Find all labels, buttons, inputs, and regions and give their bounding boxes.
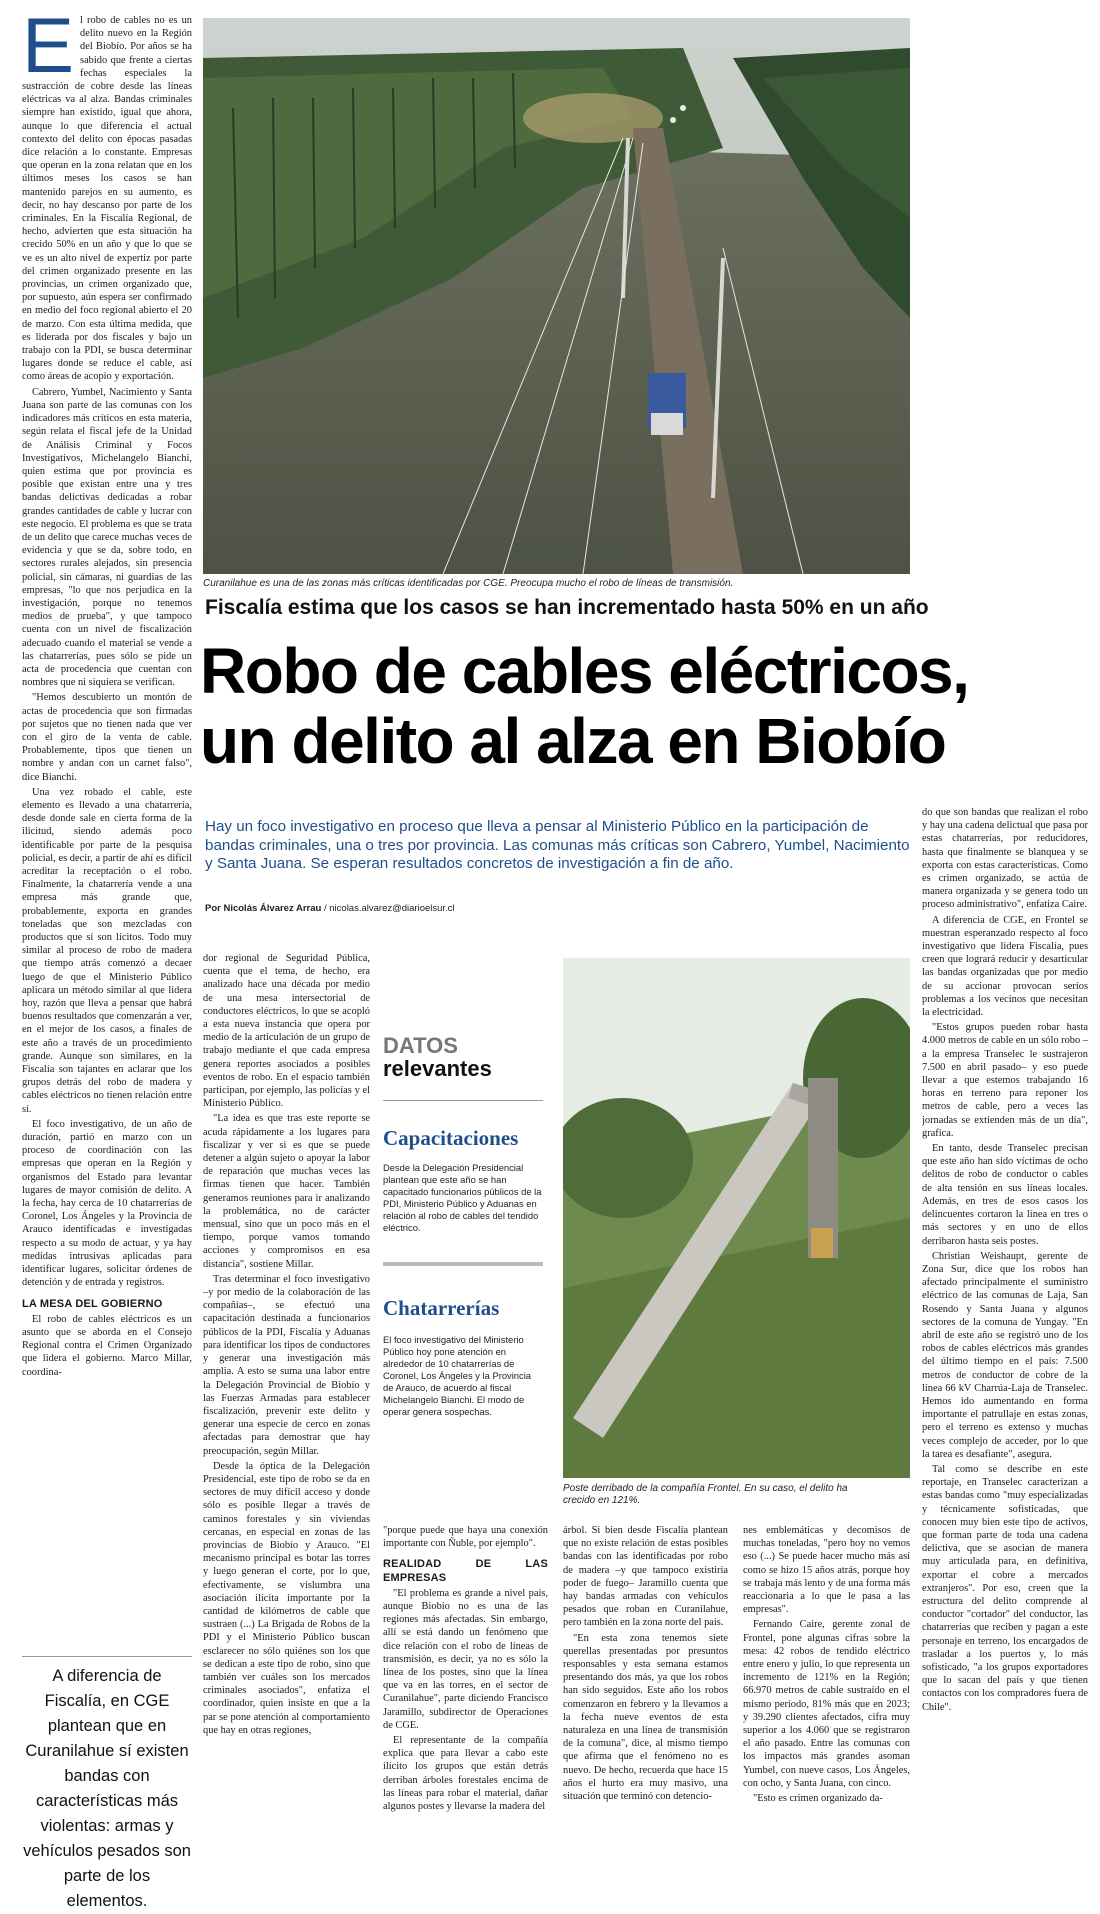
col1-paragraph: El foco investigativo, de un año de duración, partió en marzo con un proceso de coordinación con las empresas que operan en la Región y organismos del Estado para levantar lugares de mayor comisión de delito. A la fecha, hay cerca de 10 chatarrerías de Coronel, Los Ángeles y la Provincia de Arauco identificadas e investigadas respecto a su modo de actuar, y ya hay medidas intrusivas aplicadas para identificar lugares, solicitar órdenes de detención y de entrada y registros. <box>22 1118 192 1289</box>
col4-paragraph: árbol. Si bien desde Fiscalía plantean que no existe relación de estas posibles bandas con las identificadas por robo de madera –y que tampoco existiría poder de fuego– Jaramillo cuenta que hay bandas armadas con vehículos pesados que roban en Curanilahue, pero también en la zona norte del país. <box>563 1525 728 1629</box>
col1-paragraph: Cabrero, Yumbel, Nacimiento y Santa Juana son parte de las comunas con los indicadores más críticos en esta materia, según relata el fiscal jefe de la Unidad de Análisis Criminal y Focos Investigativos, Michelangelo Bianchi, quien estima que por provincia es posible que existan entre una y tres bandas delictivas dedicadas a robar grandes cantidades de cable y lucrar con este negocio. El problema es que se trata de un delito que carece muchas veces de evidencia y que se da, sobre todo, en sectores rurales alejados, sin presencia policial, sin cámaras, ni guardias de las empresas, "lo que nos perjudica en la investigación, porque no tenemos medios de prueba", y que tampoco cuenta con un nivel de fiscalización adecuado cuando el material se vende a las chatarrerías, pues sólo se pide un acta de procedencia que cuentan con nombres que ni siquiera se verifican. <box>22 386 192 689</box>
col3-paragraph: "porque puede que haya una conexión importante con Ñuble, por ejemplo". <box>383 1525 548 1550</box>
col1-subhead: LA MESA DEL GOBIERNO <box>22 1297 163 1310</box>
headline <box>200 636 968 776</box>
bottom-photo-caption: Poste derribado de la compañía Frontel. En su caso, el delito ha crecido en 121%. <box>563 1483 848 1506</box>
top-photo <box>203 18 910 574</box>
chatarrerias-title: Chatarrerías <box>383 1296 500 1320</box>
col6-paragraph: Christian Weishaupt, gerente de Zona Sur, dice que los robos han afectado principalmente el suministro eléctrico de las comunas de Laja, San Rosendo y Santa Juana y algunos sectores de la comuna de Yungay. "En abril de este año se registró uno de los robos de cables eléctricos más grandes del último tiempo en el país: 7.500 metros de conductor de cobre de la línea 66 kV Charrúa-Laja de Transelec. Hemos ido aumentando en forma importante el patrullaje en estas zonas, pero el terreno es extenso y muchas veces complejo de acceder, por lo que la tarea es desafiante", asegura. <box>922 1250 1088 1460</box>
col2-paragraph: dor regional de Seguridad Pública, cuenta que el tema, de hecho, era analizado hace una década por medio de una mesa intersectorial de conductores eléctricos, lo que se acopló a esta nueva instancia que opera por medio de la articulación de un grupo de trabajo mediante el que cada empresa genera reportes asociados a posibles eventos de robo. En el espacio también participan, por ejemplo, las policías y el Ministerio Público. <box>203 953 370 1110</box>
kicker: Fiscalía estima que los casos se han incrementado hasta 50% en un año <box>205 596 929 619</box>
byline-separator: / <box>321 903 330 914</box>
col1-paragraph: Una vez robado el cable, este elemento es llevado a una chatarrería, desde donde sale en cierta forma de la ilicitud, siendo además poco identificable por parte de la pesquisa policial, es decir, a partir de ahí es difícil acreditar la receptación o el robo. Finalmente, la chatarrería vende a una empresa más grande que, probablemente, exporta en grandes toneladas que son mezcladas con productos que sí son lícitos. Todo muy similar al proceso de robo de madera que tiempo atrás comenzó a decaer luego de que el Ministerio Público aplicara un método similar al que lidera hoy, razón que lleva a pensar que habrá buenos resultados que comenzarán a ver, en el mejor de los casos, a finales de este año a través de un procedimiento grande. Aunque son similares, en la Fiscalía son tajantes en aclarar que los grupos detrás del robo de madera y cables eléctricos no tienen relación entre sí. <box>22 786 192 1115</box>
byline <box>205 903 455 914</box>
col6-paragraph: do que son bandas que realizan el robo y hay una cadena delictual que pasa por estas chatarrerías, por reducidores, hasta que finalmente se blanquea y se exporta con estas características. Como es crimen organizado, se actúa de manera organizada y se genera todo un proceso administrativo", enfatiza Caire. <box>922 807 1088 911</box>
datos-title-1: DATOS <box>383 1033 458 1058</box>
col6-paragraph: A diferencia de CGE, en Frontel se muestran esperanzado respecto al foco investigativo que lidera Fiscalía, pues creen que logrará reducir y desarticular las bandas organizadas que por medio de su accionar provocan serios problemas a los vecinos que necesitan la electricidad. <box>922 914 1088 1019</box>
capacitaciones-title: Capacitaciones <box>383 1126 519 1150</box>
chatarrerias-text: El foco investigativo del Ministerio Público hoy pone atención en alrededor de 10 chatarrerías de Coronel, Los Ángeles y la Provincia de Arauco, de acuerdo al fiscal Michelangelo Bianchi. El modo de operar genera sospechas. <box>383 1334 531 1417</box>
power-line-forest-image <box>203 18 910 574</box>
top-photo-caption: Curanilahue es una de las zonas más críticas identificadas por CGE. Preocupa mucho el robo de líneas de transmisión. <box>203 578 734 589</box>
datos-rule <box>383 1100 543 1101</box>
col6-paragraph: En tanto, desde Transelec precisan que este año han sido víctimas de ocho delitos de robo de conductor o cables de alta tensión en sus líneas locales. Además, en tres de esos casos los delincuentes cortaron la línea en tres o más sectores y en uno de ellos derribaron hasta seis postes. <box>922 1143 1088 1247</box>
col6-paragraph: "Estos grupos pueden robar hasta 4.000 metros de cable en un sólo robo –a la empresa Transelec le sustrajeron 7.500 en abril pasado– y eso puede llevar a que estemos trabajando 16 horas en terreno para reponer los metros de cable, pero a veces las jornadas se extienden más de un día", grafica. <box>922 1022 1088 1139</box>
column-6 <box>922 806 1088 1870</box>
column-2 <box>203 952 370 1870</box>
column-4 <box>563 1524 728 1870</box>
datos-divider <box>383 1262 543 1266</box>
col2-paragraph: Tras determinar el foco investigativo –y por medio de la colaboración de las compañías–, se efectuó una capacitación destinada a funcionarios públicos de la PDI, Fiscalía y Aduanas para identificar los tipos de conductores y generar una investigación más amplia. A esto se suma una labor entre la Delegación Provincial de Biobío y las Fuerzas Armadas para establecer fiscalización, prevenir este delito y generar una especie de cerco en zonas afectadas para demostrar que hay preocupación, según Millar. <box>203 1273 370 1457</box>
drop-cap: E <box>22 14 75 89</box>
capacitaciones-text: Desde la Delegación Presidencial plantean que este año se han capacitado funcionarios públicos de la PDI, Ministerio Público y Aduanas en relación al robo de cables del tendido eléctrico. <box>383 1162 542 1233</box>
col1-paragraph: l robo de cables no es un delito nuevo en la Región del Biobío. Por años se ha sabido que frente a ciertas fechas especiales la sustracción de cobre desde las líneas eléctricas va al alza. Bandas criminales siempre han existido, igual que ahora, aunque lo que diferencia el actual contexto del delito con épocas pasadas dice relación a lo constante. Empresas que operan en la zona relatan que en los últimos meses los casos se han mantenido parejos en su aumento, es decir, no hay descanso por parte de los criminales. En la Fiscalía Regional, de hecho, advierten que esta situación ha crecido 50% en un año y que lo que se ve es un alto nivel de expertiz por parte del crimen organizado presente en las provincias, un crimen organizado que, por supuesto, aún espera ser confirmado en medio del foco regional abierto el 20 de marzo. Con esta última medida, que es liderada por dos fiscales y bajo un trabajo con la PDI, se busca determinar lugares donde se reduce el cable, así como áreas de acopio y exportación. <box>22 15 192 383</box>
col1-paragraph: El robo de cables eléctricos es un asunto que se aborda en el Consejo Regional contra el Crimen Organizado que lidera el gobierno. Marco Millar, coordina- <box>22 1313 192 1378</box>
col3-subhead: REALIDAD DE LAS EMPRESAS <box>383 1558 548 1584</box>
col2-paragraph: "La idea es que tras este reporte se acuda rápidamente a los lugares para fiscalizar y ver si es que se puede detener a algún sujeto o apoyar la labor de reparación que muchas veces las firmas tienen que hacer. También generamos reuniones para ir analizando la problemática, no de carácter mensual, sino que un poco más en el tiempo, porque vamos tomando acciones y compromisos en esa distancia", sostiene Millar. <box>203 1113 370 1270</box>
fallen-pole-image <box>563 958 910 1478</box>
datos-title-2: relevantes <box>383 1056 492 1081</box>
col1-paragraph: "Hemos descubierto un montón de actas de procedencia que son firmadas por sujetos que no tienen nada que ver con el giro de la venta de cable. Probablemente, tipos que tienen un nombre y andan con un carnet falso", dice Bianchi. <box>22 692 192 783</box>
col3-paragraph: El representante de la compañía explica que para llevar a cabo este ilícito los grupos que están detrás derriban árboles forestales encima de las líneas para robar el material, dañar algunos postes y llevarse la madera del <box>383 1735 548 1813</box>
col4-paragraph: "En esta zona tenemos siete querellas presentadas por presuntos responsables y esta semana estamos presentando dos más, ya que los robos han sido seguidos. Este año los robos comenzaron en febrero y la llevamos a la fecha nueve eventos de esta naturaleza en una línea de transmisión de la comuna", dice, al mismo tiempo que afirma que el fenómeno no es nuevo. De hecho, recuerda que hace 15 años el hurto era muy masivo, una situación que terminó con detencio- <box>563 1632 728 1803</box>
lead-paragraph: Hay un foco investigativo en proceso que lleva a pensar al Ministerio Público en la participación de bandas criminales, una o tres por provincia. Las comunas más críticas son Cabrero, Yumbel, Nacimiento y Santa Juana. Se esperan resultados concretos de investigación a fin de año. <box>205 818 910 872</box>
pullquote-rule <box>22 1656 192 1657</box>
datos-relevantes-title <box>383 1034 492 1081</box>
col5-paragraph: Fernando Caire, gerente zonal de Frontel, pone algunas cifras sobre la mesa: 42 robos de tendido eléctrico entre enero y julio, lo que representa un incremento de 121% en la Región; 66.970 metros de cable sustraído en el mismo período, 81% más que en 2023; y 39.290 clientes afectados, cifra muy superior a los 4.060 que se registraron el año pasado. Entre las comunas con los impactos más grandes asoman Yumbel, con nueve casos, Los Ángeles, con ocho, y Santa Juana, con cinco. <box>743 1619 910 1789</box>
column-1 <box>22 14 192 1654</box>
headline-line-1: Robo de cables eléctricos, <box>200 635 969 707</box>
col2-paragraph: Desde la óptica de la Delegación Presidencial, este tipo de robo se da en sectores de muy difícil acceso y donde sólo es posible llegar a través de caminos forestales y sin viviendas cercanas, en especial en zonas de las provincias de Biobío y Arauco. "El mecanismo principal es botar las torres y luego generan el corte, por lo que, efectivamente, se vislumbra una asociación ilícita importante por la cantidad de kilómetros de cable que sustraen (...) La Brigada de Robos de la PDI y el Ministerio Público buscan esclarecer no sólo quiénes son los que se dedican a este tipo de robo, sino que también ver cuáles son los mercados criminales asociados", enfatiza el coordinador, quien insiste en que a la par se pone atención al comportamiento que hay en otras regiones, <box>203 1460 370 1736</box>
col6-paragraph: Tal como se describe en este reportaje, en Transelec caracterizan a estas bandas como "muy especializadas y técnicamente sofisticadas, que conocen muy bien este tipo de activos, que forman parte de toda una cadena delictiva, que se asocian de manera muy articulada para, en definitiva, exportar el cobre a mercados extranjeros". Por eso, creen que la estructura del delito comprende al conductor "cortador" del conductor, las chatarrerías que reciben y pagan a este personaje en terreno, los encargados de trasladar a los puertos y, lo más sofisticado, "a los grupos exportadores que lo sacan del país y que tienen contactos con los compradores fuera de Chile". <box>922 1463 1088 1713</box>
byline-email: nicolas.alvarez@diarioelsur.cl <box>329 903 455 914</box>
col5-paragraph: nes emblemáticas y decomisos de muchas toneladas, "pero hoy no vemos eso (...) Se puede hacer mucho más así como se hizo 15 años atrás, porque hoy se trabaja más lento y de una forma más reaccionaria a lo que le pasa a las empresas". <box>743 1525 910 1616</box>
column-5 <box>743 1524 910 1870</box>
column-3 <box>383 1524 548 1870</box>
headline-line-2: un delito al alza en Biobío <box>200 705 946 777</box>
col3-paragraph: "El problema es grande a nivel país, aunque Biobío no es una de las regiones más afectadas. Sin embargo, allí se está dando un fenómeno que dice relación con el robo de líneas de transmisión, es decir, ya no es sólo la línea de los postes, sino que la línea que va en las torres, en el sector de Curanilahue", parte diciendo Francisco Jaramillo, subdirector de Operaciones de CGE. <box>383 1587 548 1731</box>
col5-paragraph: "Esto es crimen organizado da- <box>753 1793 883 1805</box>
bottom-photo <box>563 958 910 1478</box>
byline-author: Por Nicolás Álvarez Arrau <box>205 903 322 914</box>
pull-quote: A diferencia de Fiscalía, en CGE plantean que en Curanilahue sí existen bandas con características más violentas: armas y vehículos pesados son parte de los elementos. <box>23 1667 191 1910</box>
